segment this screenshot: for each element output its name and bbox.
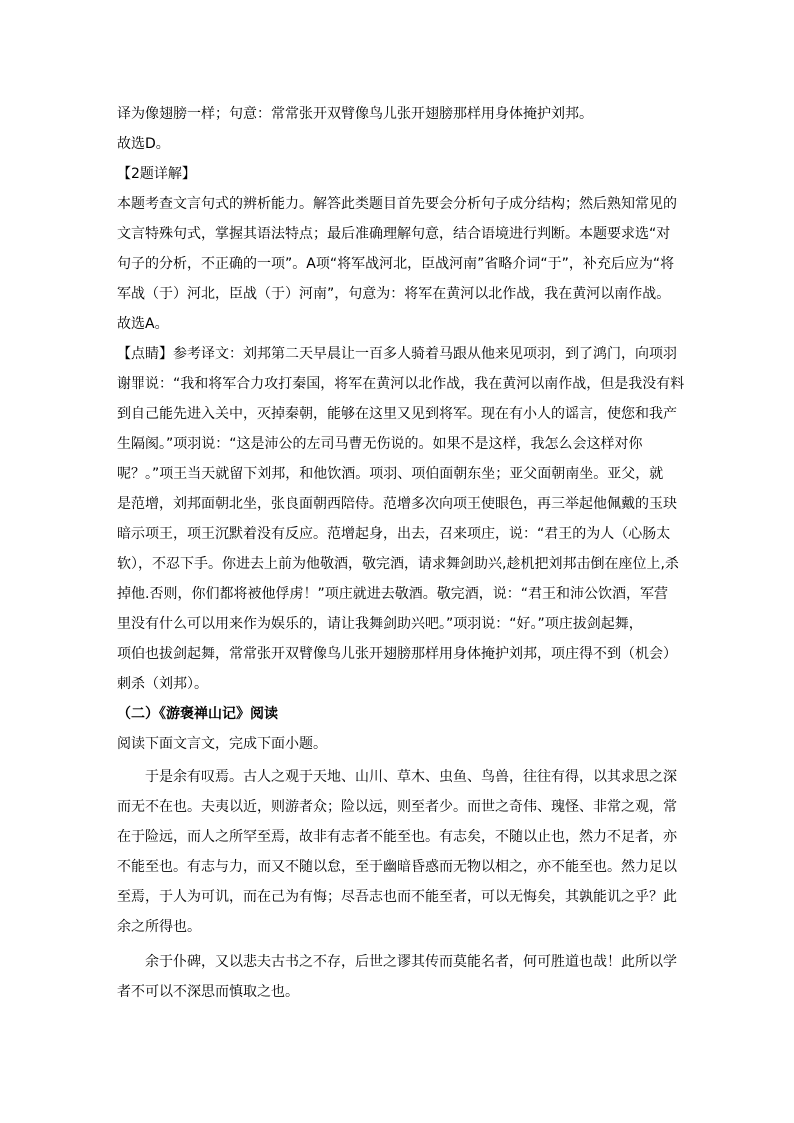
text-line: 里没有什么可以用来作为娱乐的，请让我舞剑助兴吧。”项羽说：“好。”项庄拔剑起舞，: [117, 616, 643, 632]
text-line: 软），不忍下手。你进去上前为他敬酒，敬完酒，请求舞剑助兴,趁机把刘邦击倒在座位上,杀: [117, 556, 679, 572]
passage-line: 不能至也。有志与力，而又不随以怠，至于幽暗昏惑而无物以相之，亦不能至也。然力足以: [117, 859, 677, 875]
text-line: 故选A。: [117, 316, 169, 332]
passage-line: 者不可以不深思而慎取之也。: [117, 984, 299, 1000]
text-line: 呢？。”项王当天就留下刘邦，和他饮酒。项羽、项伯面朝东坐；亚父面朝南坐。亚父，就: [117, 466, 664, 482]
text-line: 文言特殊句式，掌握其语法特点；最后准确理解句意，结合语境进行判断。本题要求选“对: [117, 226, 671, 242]
text-line: 掉他.否则，你们都将被他俘虏！”项庄就进去敬酒。敬完酒，说：“君王和沛公饮酒，军营: [117, 586, 668, 602]
passage-line: 而无不在也。夫夷以近，则游者众；险以远，则至者少。而世之奇伟、瑰怪、非常之观，常: [117, 799, 677, 815]
section-heading: 【2题详解】: [117, 166, 196, 182]
text-line: 到自己能先进入关中，灭掉秦朝，能够在这里又见到将军。现在有小人的谣言，使您和我产: [117, 406, 677, 422]
text-line: 刺杀（刘邦）。: [117, 676, 208, 692]
passage-line: 至焉，于人为可讥，而在己为有悔；尽吾志也而不能至者，可以无悔矣，其孰能讥之乎？此: [117, 889, 677, 905]
text-line: 故选D。: [117, 136, 170, 152]
text-line: 本题考查文言句式的辨析能力。解答此类题目首先要会分析句子成分结构；然后熟知常见的: [117, 196, 677, 212]
passage-line: 余于仆碑，又以悲夫古书之不存，后世之谬其传而莫能名者，何可胜道也哉！此所以学: [145, 954, 677, 970]
text-line: 军战（于）河北，臣战（于）河南”，句意为：将军在黄河以北作战，我在黄河以南作战。: [117, 286, 671, 302]
text-line: 【点睛】参考译文：刘邦第二天早晨让一百多人骑着马跟从他来见项羽，到了鸿门，向项羽: [117, 346, 677, 362]
text-line: 项伯也拔剑起舞，常常张开双臂像鸟儿张开翅膀那样用身体掩护刘邦，项庄得不到（机会）: [117, 646, 677, 662]
passage-line: 余之所得也。: [117, 919, 201, 935]
text-line: 暗示项王，项王沉默着没有反应。范增起身，出去，召来项庄，说：“君王的为人（心肠太: [117, 526, 671, 542]
instruction-line: 阅读下面文言文，完成下面小题。: [117, 736, 327, 752]
text-line: 是范增，刘邦面朝北坐，张良面朝西陪侍。范增多次向项王使眼色，再三举起他佩戴的玉玦: [117, 496, 677, 512]
text-line: 生隔阂。”项羽说：“这是沛公的左司马曹无伤说的。如果不是这样，我怎么会这样对你: [117, 436, 643, 452]
passage-line: 在于险远，而人之所罕至焉，故非有志者不能至也。有志矣，不随以止也，然力不足者，亦: [117, 829, 677, 845]
text-line: 谢罪说：“我和将军合力攻打秦国，将军在黄河以北作战，我在黄河以南作战，但是我没有料: [117, 376, 685, 392]
text-line: 句子的分析，不正确的一项”。A项“将军战河北，臣战河南”省略介词“于”，补充后应为“将: [117, 256, 675, 272]
text-line: 译为像翅膀一样；句意：常常张开双臂像鸟儿张开翅膀那样用身体掩护刘邦。: [117, 106, 593, 122]
passage-line: 于是余有叹焉。古人之观于天地、山川、草木、虫鱼、鸟兽，往往有得，以其求思之深: [145, 769, 677, 785]
section-title: （二）《游褒禅山记》阅读: [117, 706, 278, 722]
